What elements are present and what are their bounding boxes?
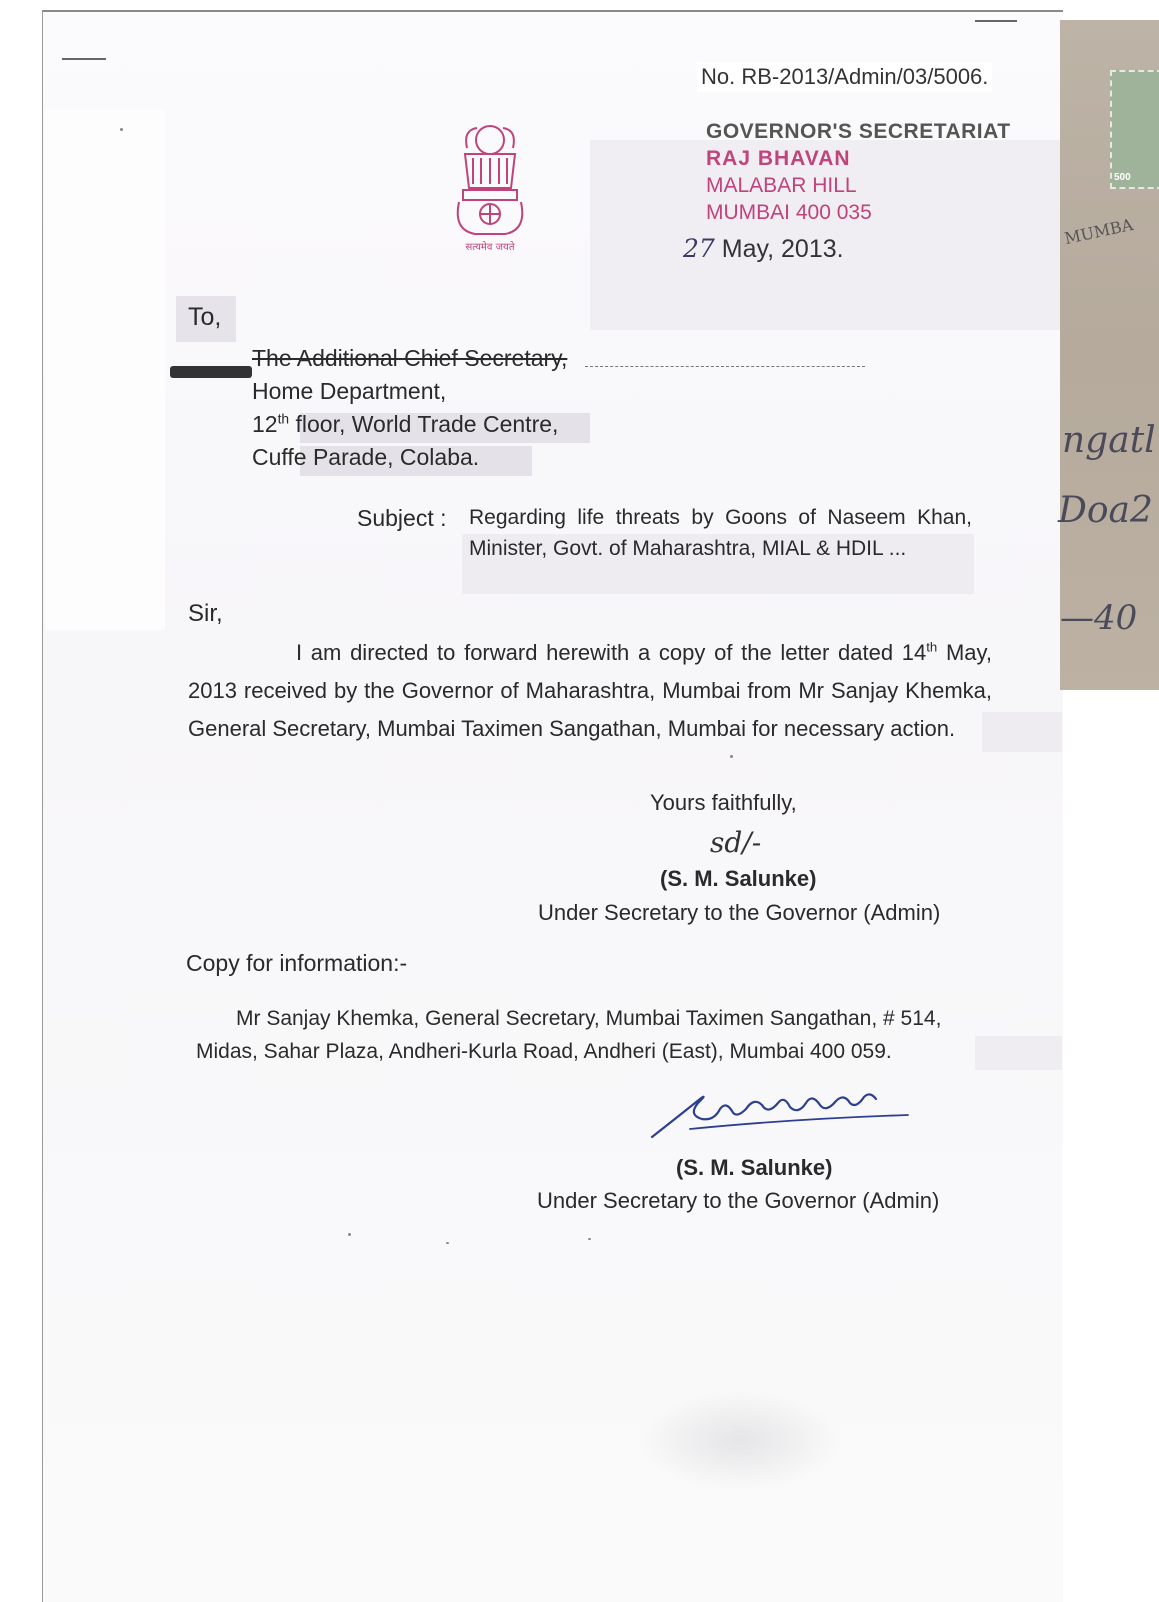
scan-strip [45, 110, 165, 630]
letterhead-locality: MALABAR HILL [706, 174, 857, 197]
scan-speck [120, 128, 123, 131]
scan-strip [975, 1036, 1062, 1070]
letterhead-raj-bhavan: RAJ BHAVAN [706, 147, 851, 170]
subject-text: Regarding life threats by Goons of Naseem Khan, Minister, Govt. of Maharashtra, MIAL & HDIL ... [469, 506, 972, 560]
body-paragraph: I am directed to forward herewith a copy of the letter dated 14th May, 2013 received by the Governor of Maharashtra, Mumbai from Mr Sanjay Khemka, General Secretary, Mumbai Taximen Sangathan, Mumbai for necessary action. [188, 639, 992, 741]
postage-stamp [1110, 70, 1159, 189]
scan-strip [982, 712, 1062, 752]
handwritten-signature-icon [650, 1085, 930, 1145]
postmark-text: MUMBA [1062, 214, 1135, 249]
copy-recipient: Mr Sanjay Khemka, General Secretary, Mumbai Taximen Sangathan, # 514, Midas, Sahar Plaza, Andheri-Kurla Road, Andheri (East), Mumbai 400 059. [196, 1007, 942, 1063]
scan-speck [588, 1238, 591, 1240]
date-day: 27 [683, 234, 715, 263]
signatory-name: (S. M. Salunke) [676, 1155, 833, 1180]
scan-mark [975, 20, 1017, 22]
scan-speck [730, 755, 733, 758]
subject-label: Subject : [357, 505, 447, 531]
envelope-handwriting: —40 [1060, 598, 1138, 638]
letter-date [683, 234, 844, 264]
scan-smudge [640, 1390, 840, 1490]
addressee-block [252, 342, 567, 474]
salutation-to: To, [188, 303, 222, 331]
stamp-value: 500 [1114, 172, 1131, 183]
state-emblem-icon [445, 118, 535, 256]
reference-number: No. RB-2013/Admin/03/5006. [697, 62, 992, 92]
envelope-handwriting: ngatl [1062, 420, 1156, 461]
signed-mark: sd/- [710, 826, 762, 859]
letterhead-secretariat: GOVERNOR'S SECRETARIAT [706, 120, 1011, 143]
addressee-line: Home Department, [252, 378, 447, 404]
scan-speck [446, 1242, 449, 1244]
envelope-handwriting: Doa2 [1058, 490, 1153, 531]
addressee-line: The Additional Chief Secretary, [252, 345, 568, 371]
letterhead-address [706, 118, 1011, 226]
signatory-title: Under Secretary to the Governor (Admin) [538, 900, 941, 925]
scan-mark [62, 58, 106, 60]
redaction-mark [170, 366, 252, 378]
scan-speck [348, 1233, 351, 1236]
copy-label: Copy for information:- [186, 950, 408, 976]
signatory-title: Under Secretary to the Governor (Admin) [537, 1188, 940, 1213]
closing-line: Yours faithfully, [650, 790, 797, 815]
emblem-motto: सत्यमेव जयते [465, 242, 515, 253]
addressee-line: Cuffe Parade, Colaba. [252, 444, 480, 470]
strike-dash-line [585, 366, 865, 367]
date-month-year: May, 2013. [721, 235, 844, 263]
addressee-line: 12th floor, World Trade Centre, [252, 411, 559, 437]
letterhead-city: MUMBAI 400 035 [706, 201, 872, 224]
signatory-name: (S. M. Salunke) [660, 866, 817, 891]
greeting: Sir, [188, 600, 223, 627]
